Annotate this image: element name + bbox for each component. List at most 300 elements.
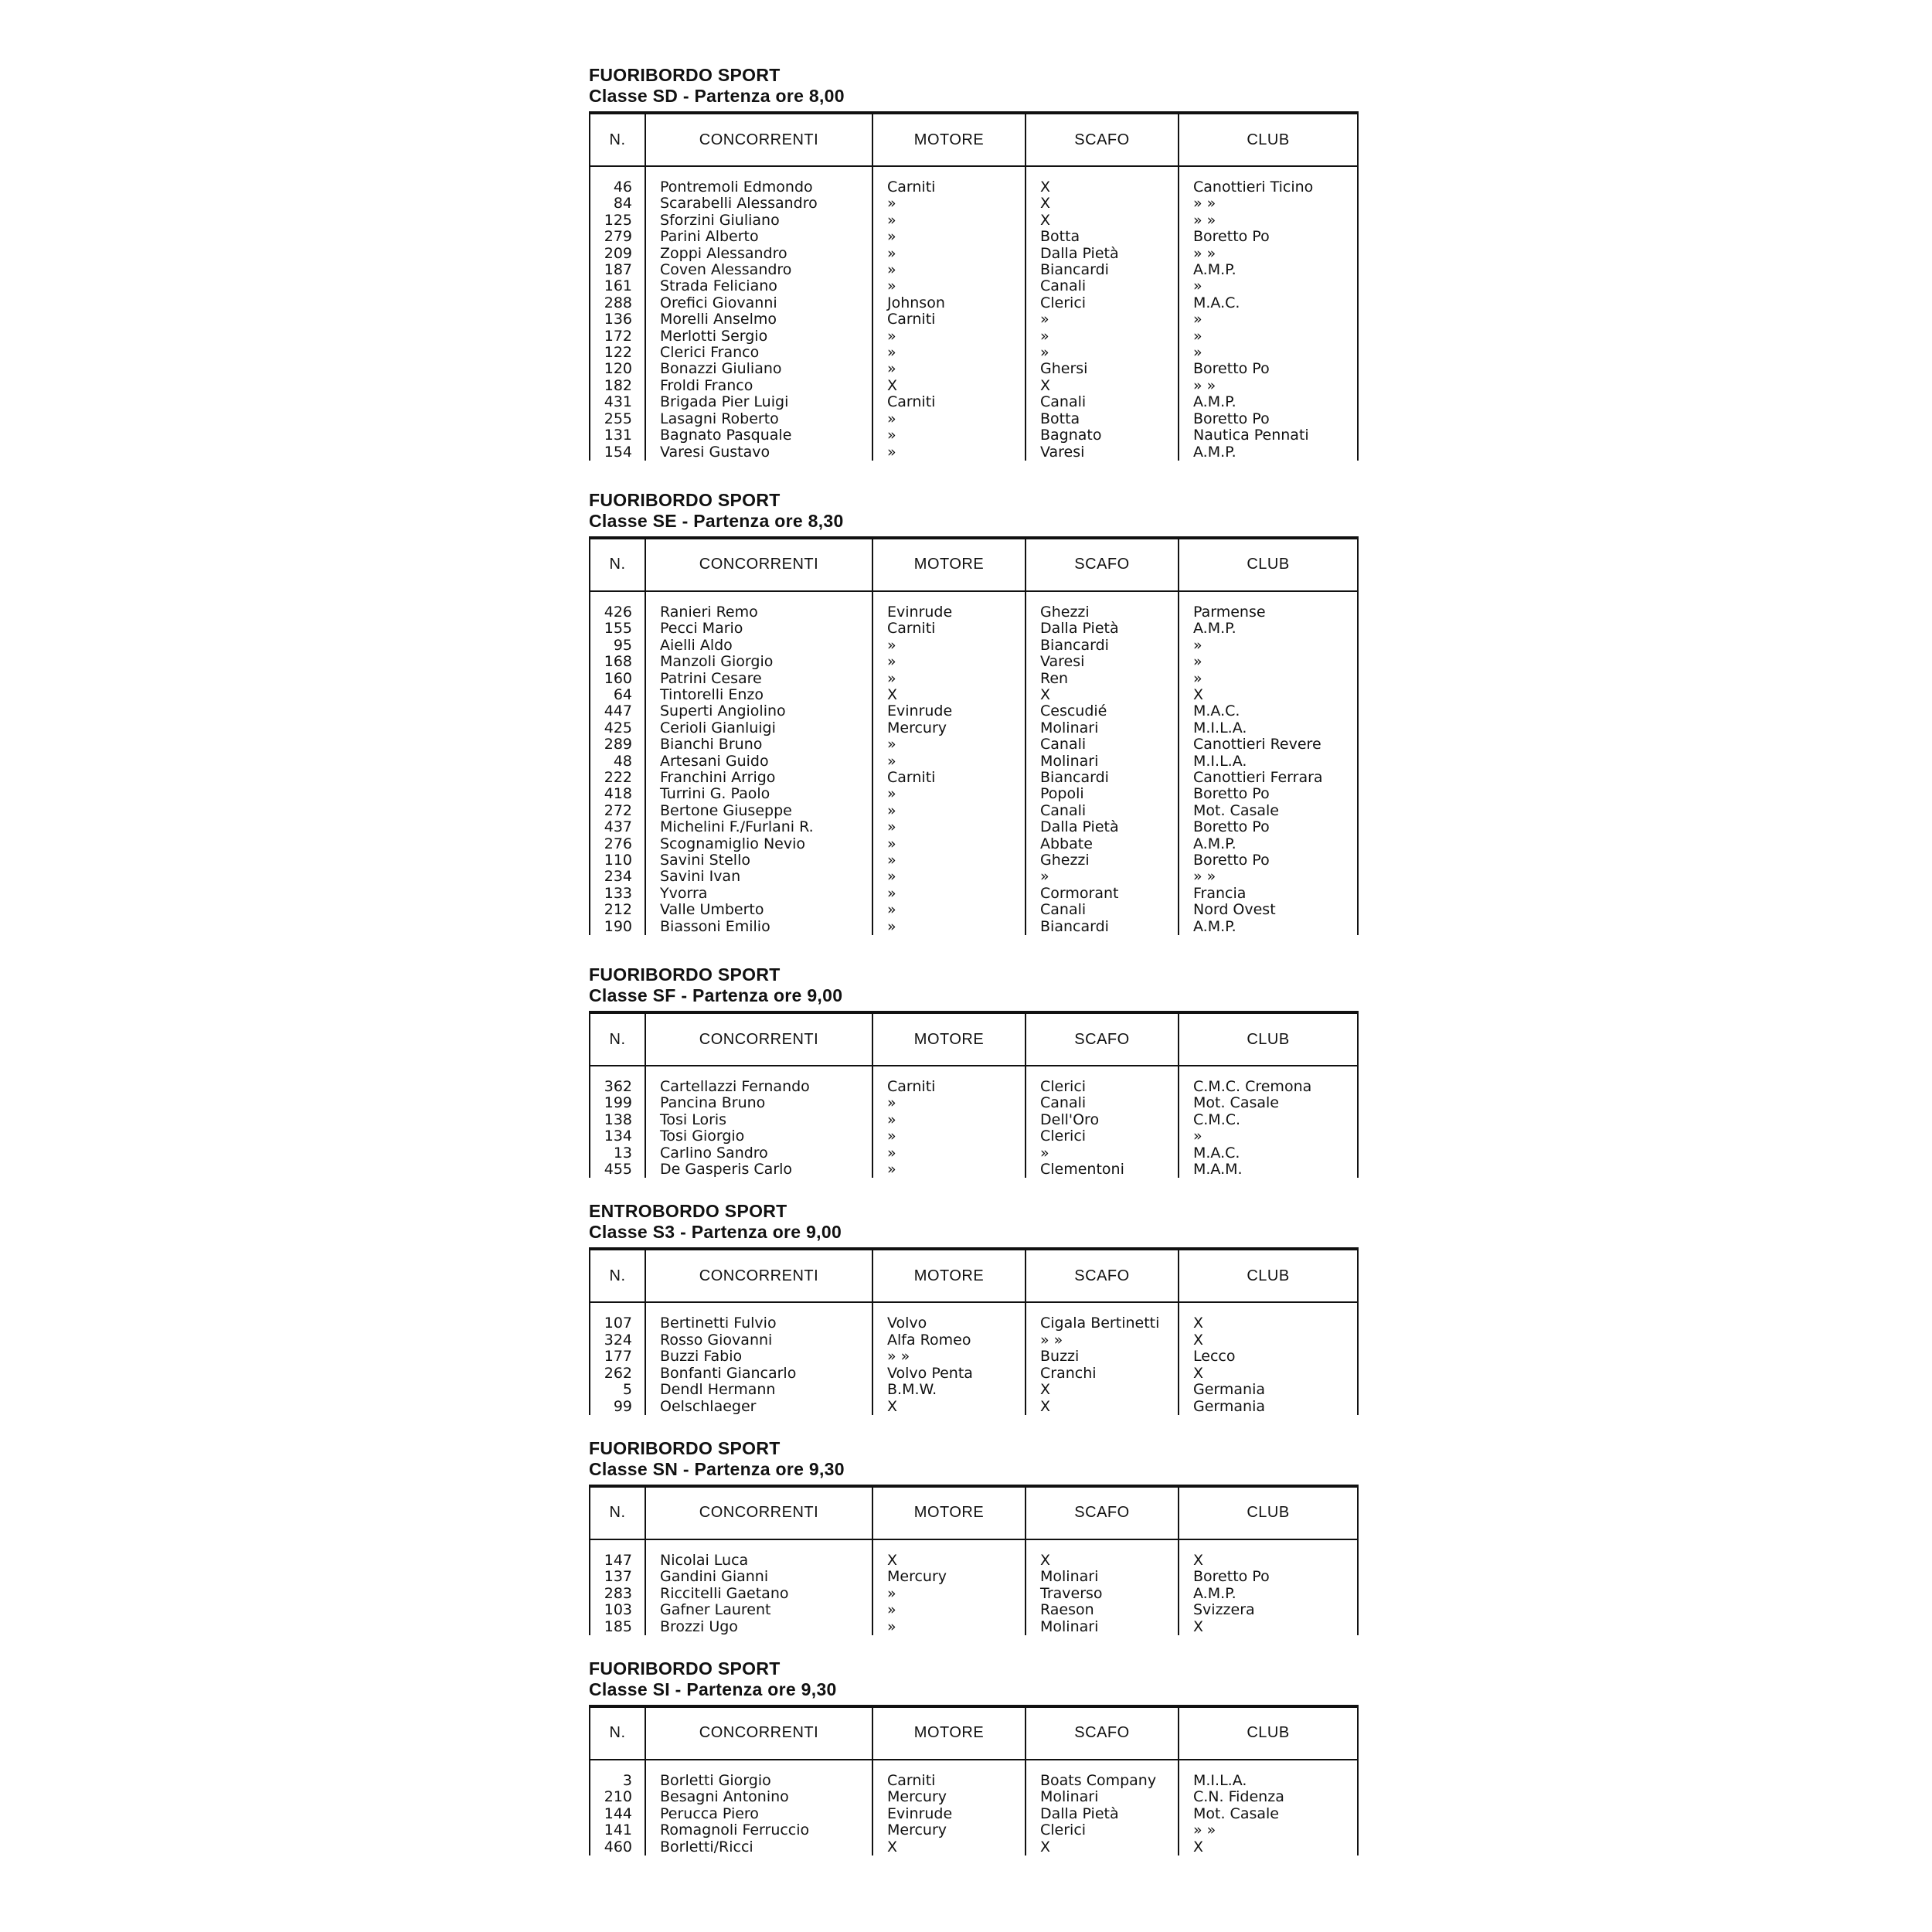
club: Boretto Po: [1179, 786, 1358, 802]
entry-number: 190: [590, 919, 645, 935]
hull: Buzzi: [1026, 1349, 1179, 1365]
col-header-competitors: CONCORRENTI: [645, 1249, 872, 1302]
competitor-name: Scarabelli Alessandro: [645, 196, 872, 212]
table-row: [590, 720, 1358, 736]
competitor-name: Brozzi Ugo: [645, 1619, 872, 1635]
table-row: [590, 411, 1358, 427]
hull: Botta: [1026, 229, 1179, 245]
entry-number: 272: [590, 803, 645, 819]
competitor-name: Perucca Piero: [645, 1806, 872, 1822]
class-section: [589, 65, 1362, 461]
hull: » »: [1026, 1332, 1179, 1349]
entry-number: 5: [590, 1382, 645, 1398]
club: Boretto Po: [1179, 229, 1358, 245]
entries-table: [589, 111, 1359, 461]
competitor-name: Lasagni Roberto: [645, 411, 872, 427]
table-row: [590, 1366, 1358, 1382]
table-row: [590, 852, 1358, 869]
col-header-number: N.: [590, 1486, 645, 1539]
entry-number: 279: [590, 229, 645, 245]
entry-number: 283: [590, 1586, 645, 1602]
col-header-club: CLUB: [1179, 538, 1358, 591]
table-header-row: [590, 538, 1358, 591]
competitor-name: Borletti Giorgio: [645, 1773, 872, 1789]
hull: Molinari: [1026, 753, 1179, 770]
engine: »: [872, 229, 1026, 245]
table-row: [590, 1315, 1358, 1332]
club: »: [1179, 638, 1358, 654]
engine: X: [872, 1839, 1026, 1855]
table-row: [590, 1382, 1358, 1398]
col-header-competitors: CONCORRENTI: [645, 1012, 872, 1066]
entries-table: [589, 536, 1359, 935]
table-row: [590, 1332, 1358, 1349]
hull: Dalla Pietà: [1026, 1806, 1179, 1822]
club: »: [1179, 345, 1358, 361]
hull: Dalla Pietà: [1026, 819, 1179, 835]
engine: »: [872, 836, 1026, 852]
club: Germania: [1179, 1382, 1358, 1398]
table-row: [590, 262, 1358, 278]
table-row: [590, 378, 1358, 394]
engine: »: [872, 1112, 1026, 1128]
competitor-name: Savini Ivan: [645, 869, 872, 885]
club: Canottieri Ticino: [1179, 179, 1358, 196]
engine: »: [872, 1619, 1026, 1635]
table-row: [590, 345, 1358, 361]
engine: »: [872, 869, 1026, 885]
entry-number: 133: [590, 886, 645, 902]
competitor-name: Parini Alberto: [645, 229, 872, 245]
section-title: FUORIBORDO SPORT: [589, 65, 781, 85]
entry-number: 64: [590, 687, 645, 703]
competitor-name: Tosi Loris: [645, 1112, 872, 1128]
class-section: [589, 490, 1362, 935]
entry-number: 362: [590, 1079, 645, 1095]
competitor-name: Cerioli Gianluigi: [645, 720, 872, 736]
entry-number: 3: [590, 1773, 645, 1789]
hull: Ghezzi: [1026, 604, 1179, 621]
club: Parmense: [1179, 604, 1358, 621]
engine: »: [872, 736, 1026, 753]
competitor-name: Borletti/Ricci: [645, 1839, 872, 1855]
engine: Carniti: [872, 311, 1026, 328]
hull: Raeson: [1026, 1602, 1179, 1618]
hull: Clerici: [1026, 295, 1179, 311]
hull: X: [1026, 196, 1179, 212]
table-header-row: [590, 1486, 1358, 1539]
club: X: [1179, 1332, 1358, 1349]
spacer-cell: [1179, 591, 1358, 604]
table-row: [590, 1602, 1358, 1618]
entry-number: 426: [590, 604, 645, 621]
col-header-engine: MOTORE: [872, 1486, 1026, 1539]
engine: »: [872, 1162, 1026, 1178]
competitor-name: Gandini Gianni: [645, 1569, 872, 1585]
hull: Cescudié: [1026, 703, 1179, 719]
entry-number: 212: [590, 902, 645, 918]
club: C.N. Fidenza: [1179, 1789, 1358, 1805]
club: X: [1179, 1553, 1358, 1569]
hull: X: [1026, 1382, 1179, 1398]
table-header-row: [590, 1706, 1358, 1760]
col-header-club: CLUB: [1179, 1012, 1358, 1066]
club: A.M.P.: [1179, 444, 1358, 461]
competitor-name: Bertone Giuseppe: [645, 803, 872, 819]
club: Mot. Casale: [1179, 803, 1358, 819]
spacer-cell: [645, 1302, 872, 1315]
table-row: [590, 1806, 1358, 1822]
table-row: [590, 1619, 1358, 1635]
spacer-cell: [872, 1066, 1026, 1079]
entry-number: 209: [590, 246, 645, 262]
competitor-name: Biassoni Emilio: [645, 919, 872, 935]
club: A.M.P.: [1179, 1586, 1358, 1602]
competitor-name: Nicolai Luca: [645, 1553, 872, 1569]
entry-number: 460: [590, 1839, 645, 1855]
club: »: [1179, 671, 1358, 687]
entry-number: 177: [590, 1349, 645, 1365]
competitor-name: Brigada Pier Luigi: [645, 394, 872, 410]
club: Francia: [1179, 886, 1358, 902]
hull: Molinari: [1026, 1619, 1179, 1635]
engine: Alfa Romeo: [872, 1332, 1026, 1349]
engine: »: [872, 213, 1026, 229]
hull: Abbate: [1026, 836, 1179, 852]
section-title: FUORIBORDO SPORT: [589, 964, 781, 985]
col-header-engine: MOTORE: [872, 538, 1026, 591]
competitor-name: Bertinetti Fulvio: [645, 1315, 872, 1332]
club: » »: [1179, 1822, 1358, 1838]
section-subtitle: Classe SD - Partenza ore 8,00: [589, 86, 845, 106]
spacer-cell: [1179, 166, 1358, 179]
entry-number: 13: [590, 1145, 645, 1162]
competitor-name: Sforzini Giuliano: [645, 213, 872, 229]
table-row: [590, 886, 1358, 902]
col-header-number: N.: [590, 538, 645, 591]
entry-number: 125: [590, 213, 645, 229]
class-section: [589, 1438, 1362, 1635]
section-subtitle: Classe SE - Partenza ore 8,30: [589, 510, 844, 531]
entry-number: 187: [590, 262, 645, 278]
entry-number: 185: [590, 1619, 645, 1635]
hull: Canali: [1026, 902, 1179, 918]
club: M.I.L.A.: [1179, 720, 1358, 736]
club: X: [1179, 1619, 1358, 1635]
spacer-cell: [645, 1539, 872, 1553]
hull: »: [1026, 1145, 1179, 1162]
entry-number: 137: [590, 1569, 645, 1585]
entry-number: 110: [590, 852, 645, 869]
club: Mot. Casale: [1179, 1095, 1358, 1111]
table-header-row: [590, 1249, 1358, 1302]
club: »: [1179, 328, 1358, 345]
hull: Dalla Pietà: [1026, 246, 1179, 262]
table-row: [590, 1079, 1358, 1095]
engine: Mercury: [872, 720, 1026, 736]
section-gap: [589, 935, 1362, 964]
competitor-name: Bagnato Pasquale: [645, 427, 872, 444]
spacer-cell: [645, 1760, 872, 1773]
spacer-cell: [645, 166, 872, 179]
col-header-hull: SCAFO: [1026, 1012, 1179, 1066]
entry-number: 136: [590, 311, 645, 328]
section-subtitle: Classe SN - Partenza ore 9,30: [589, 1458, 845, 1479]
entry-number: 103: [590, 1602, 645, 1618]
club: A.M.P.: [1179, 394, 1358, 410]
club: Boretto Po: [1179, 819, 1358, 835]
table-row: [590, 1839, 1358, 1855]
club: M.I.L.A.: [1179, 753, 1358, 770]
entry-number: 172: [590, 328, 645, 345]
entry-number: 131: [590, 427, 645, 444]
club: A.M.P.: [1179, 621, 1358, 637]
spacer-cell: [590, 1302, 645, 1315]
hull: Clerici: [1026, 1079, 1179, 1095]
competitor-name: Morelli Anselmo: [645, 311, 872, 328]
entry-number: 425: [590, 720, 645, 736]
engine: »: [872, 246, 1026, 262]
hull: »: [1026, 328, 1179, 345]
engine: Mercury: [872, 1822, 1026, 1838]
club: Boretto Po: [1179, 361, 1358, 377]
table-row: [590, 736, 1358, 753]
entry-number: 144: [590, 1806, 645, 1822]
hull: Botta: [1026, 411, 1179, 427]
entries-table: [589, 1705, 1359, 1855]
competitor-name: Orefici Giovanni: [645, 295, 872, 311]
spacer-cell: [590, 1760, 645, 1773]
engine: »: [872, 1145, 1026, 1162]
hull: Cormorant: [1026, 886, 1179, 902]
hull: Canali: [1026, 736, 1179, 753]
table-row: [590, 311, 1358, 328]
competitor-name: Pancina Bruno: [645, 1095, 872, 1111]
entry-number: 168: [590, 654, 645, 670]
table-row: [590, 328, 1358, 345]
engine: »: [872, 196, 1026, 212]
table-row: [590, 803, 1358, 819]
entry-number: 255: [590, 411, 645, 427]
engine: Carniti: [872, 770, 1026, 786]
club: M.A.C.: [1179, 703, 1358, 719]
club: »: [1179, 311, 1358, 328]
competitor-name: Michelini F./Furlani R.: [645, 819, 872, 835]
hull: Ghersi: [1026, 361, 1179, 377]
hull: »: [1026, 345, 1179, 361]
competitor-name: Dendl Hermann: [645, 1382, 872, 1398]
hull: Varesi: [1026, 444, 1179, 461]
engine: X: [872, 687, 1026, 703]
competitor-name: Bonfanti Giancarlo: [645, 1366, 872, 1382]
hull: Biancardi: [1026, 919, 1179, 935]
entry-number: 324: [590, 1332, 645, 1349]
section-title: FUORIBORDO SPORT: [589, 1437, 781, 1458]
entry-number: 120: [590, 361, 645, 377]
entries-table: [589, 1485, 1359, 1635]
col-header-hull: SCAFO: [1026, 1706, 1179, 1760]
competitor-name: Rosso Giovanni: [645, 1332, 872, 1349]
engine: »: [872, 444, 1026, 461]
competitor-name: Savini Stello: [645, 852, 872, 869]
club: Canottieri Ferrara: [1179, 770, 1358, 786]
hull: »: [1026, 311, 1179, 328]
engine: »: [872, 1095, 1026, 1111]
table-row: [590, 1145, 1358, 1162]
table-row: [590, 1162, 1358, 1178]
hull: Clementoni: [1026, 1162, 1179, 1178]
section-gap: [589, 1178, 1362, 1201]
spacer-cell: [1026, 1539, 1179, 1553]
club: »: [1179, 278, 1358, 294]
club: A.M.P.: [1179, 919, 1358, 935]
spacer-cell: [590, 1539, 645, 1553]
table-row: [590, 819, 1358, 835]
spacer-cell: [1026, 1302, 1179, 1315]
race-entry-list: [589, 65, 1362, 1855]
table-row: [590, 1128, 1358, 1145]
class-section: [589, 964, 1362, 1178]
section-title: FUORIBORDO SPORT: [589, 1658, 781, 1679]
entries-table: [589, 1247, 1359, 1414]
hull: »: [1026, 869, 1179, 885]
col-header-engine: MOTORE: [872, 1706, 1026, 1760]
hull: Canali: [1026, 394, 1179, 410]
competitor-name: Coven Alessandro: [645, 262, 872, 278]
table-row: [590, 394, 1358, 410]
table-row: [590, 295, 1358, 311]
spacer-cell: [1026, 166, 1179, 179]
section-gap: [589, 1635, 1362, 1658]
club: X: [1179, 1315, 1358, 1332]
competitor-name: Manzoli Giorgio: [645, 654, 872, 670]
club: Boretto Po: [1179, 411, 1358, 427]
col-header-competitors: CONCORRENTI: [645, 538, 872, 591]
competitor-name: Turrini G. Paolo: [645, 786, 872, 802]
table-row: [590, 1822, 1358, 1838]
engine: »: [872, 1586, 1026, 1602]
table-row: [590, 1095, 1358, 1111]
section-subtitle: Classe S3 - Partenza ore 9,00: [589, 1222, 842, 1243]
hull: Biancardi: [1026, 638, 1179, 654]
hull: Clerici: [1026, 1128, 1179, 1145]
entry-number: 147: [590, 1553, 645, 1569]
table-row: [590, 1773, 1358, 1789]
hull: X: [1026, 1553, 1179, 1569]
hull: Dell'Oro: [1026, 1112, 1179, 1128]
table-header-row: [590, 1012, 1358, 1066]
engine: »: [872, 654, 1026, 670]
class-section: [589, 1658, 1362, 1855]
section-gap: [589, 461, 1362, 490]
col-header-number: N.: [590, 1706, 645, 1760]
table-row: [590, 278, 1358, 294]
competitor-name: Merlotti Sergio: [645, 328, 872, 345]
table-header-row: [590, 113, 1358, 166]
engine: »: [872, 919, 1026, 935]
col-header-club: CLUB: [1179, 113, 1358, 166]
competitor-name: Superti Angiolino: [645, 703, 872, 719]
hull: Molinari: [1026, 1789, 1179, 1805]
table-row: [590, 1586, 1358, 1602]
entry-number: 99: [590, 1399, 645, 1415]
table-row: [590, 919, 1358, 935]
hull: Boats Company: [1026, 1773, 1179, 1789]
table-row: [590, 1789, 1358, 1805]
col-header-competitors: CONCORRENTI: [645, 1706, 872, 1760]
engine: »: [872, 902, 1026, 918]
engine: »: [872, 753, 1026, 770]
engine: Mercury: [872, 1789, 1026, 1805]
hull: X: [1026, 213, 1179, 229]
engine: »: [872, 671, 1026, 687]
table-row: [590, 1399, 1358, 1415]
competitor-name: Pecci Mario: [645, 621, 872, 637]
section-title: ENTROBORDO SPORT: [589, 1201, 787, 1222]
col-header-number: N.: [590, 113, 645, 166]
entry-number: 418: [590, 786, 645, 802]
col-header-engine: MOTORE: [872, 113, 1026, 166]
spacer-cell: [1179, 1066, 1358, 1079]
engine: Carniti: [872, 1079, 1026, 1095]
col-header-hull: SCAFO: [1026, 538, 1179, 591]
hull: X: [1026, 179, 1179, 196]
hull: Cigala Bertinetti: [1026, 1315, 1179, 1332]
engine: »: [872, 411, 1026, 427]
engine: »: [872, 819, 1026, 835]
class-section: [589, 1201, 1362, 1414]
engine: Mercury: [872, 1569, 1026, 1585]
hull: Cranchi: [1026, 1366, 1179, 1382]
engine: Evinrude: [872, 604, 1026, 621]
competitor-name: Bonazzi Giuliano: [645, 361, 872, 377]
hull: Ghezzi: [1026, 852, 1179, 869]
hull: X: [1026, 378, 1179, 394]
table-row: [590, 246, 1358, 262]
engine: »: [872, 852, 1026, 869]
entry-number: 154: [590, 444, 645, 461]
spacer-cell: [1179, 1539, 1358, 1553]
entry-number: 48: [590, 753, 645, 770]
competitor-name: Scognamiglio Nevio: [645, 836, 872, 852]
entry-number: 455: [590, 1162, 645, 1178]
entry-number: 155: [590, 621, 645, 637]
spacer-cell: [590, 166, 645, 179]
hull: Popoli: [1026, 786, 1179, 802]
club: X: [1179, 1366, 1358, 1382]
competitor-name: Besagni Antonino: [645, 1789, 872, 1805]
table-row: [590, 604, 1358, 621]
spacer-cell: [1026, 1760, 1179, 1773]
entry-number: 182: [590, 378, 645, 394]
col-header-competitors: CONCORRENTI: [645, 1486, 872, 1539]
spacer-cell: [590, 1066, 645, 1079]
hull: Dalla Pietà: [1026, 621, 1179, 637]
engine: »: [872, 345, 1026, 361]
competitor-name: Strada Feliciano: [645, 278, 872, 294]
engine: »: [872, 1128, 1026, 1145]
club: Boretto Po: [1179, 852, 1358, 869]
hull: Molinari: [1026, 720, 1179, 736]
engine: Evinrude: [872, 1806, 1026, 1822]
col-header-number: N.: [590, 1249, 645, 1302]
competitor-name: Romagnoli Ferruccio: [645, 1822, 872, 1838]
club: » »: [1179, 213, 1358, 229]
spacer-cell: [872, 1302, 1026, 1315]
club: M.A.M.: [1179, 1162, 1358, 1178]
entry-number: 95: [590, 638, 645, 654]
competitor-name: Oelschlaeger: [645, 1399, 872, 1415]
